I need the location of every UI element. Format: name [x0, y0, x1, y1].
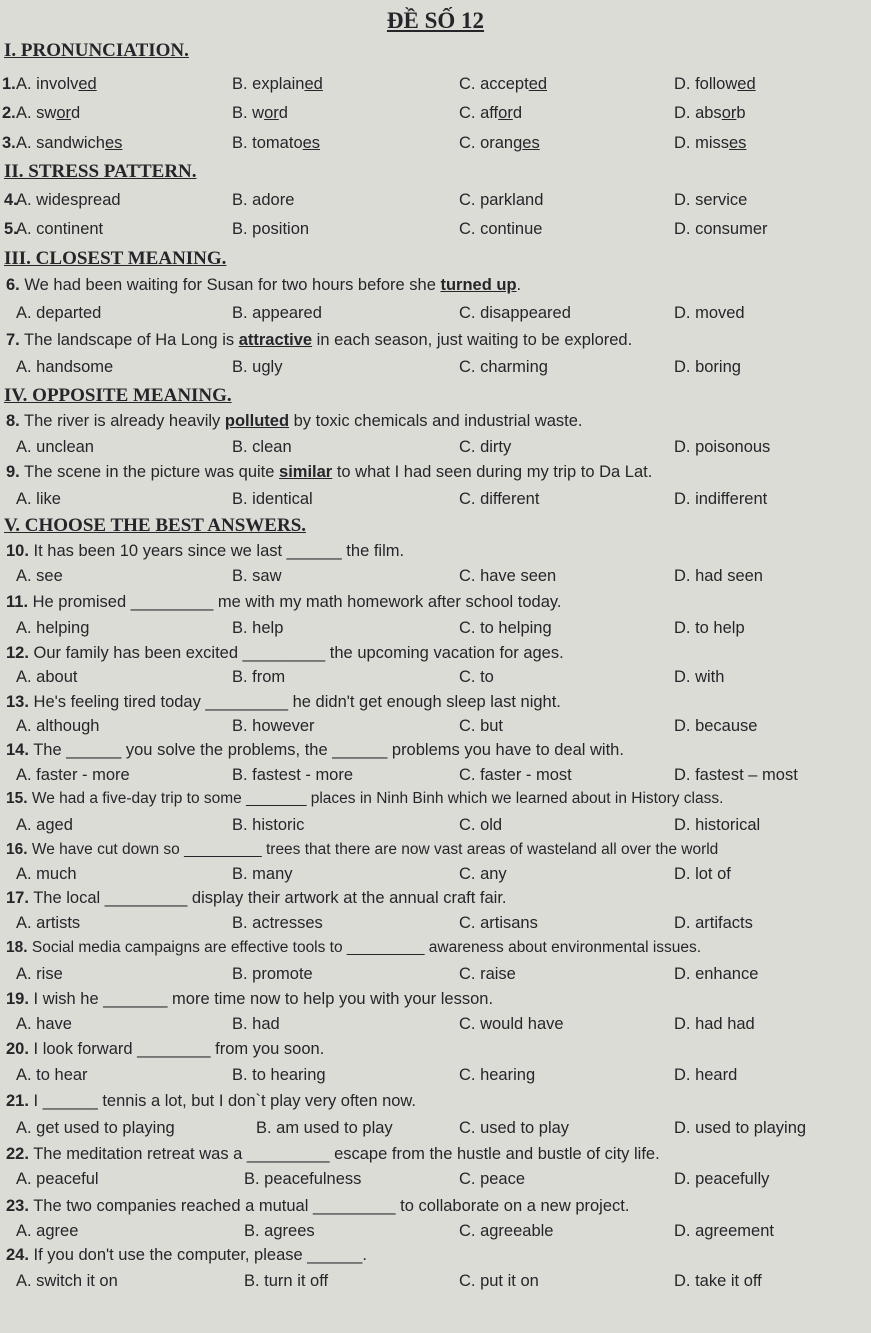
- option-a: A. to hear: [16, 1066, 88, 1084]
- question-24-options: [0, 1272, 871, 1294]
- question-20-stem: 20. I look forward ________ from you soon.: [6, 1040, 325, 1058]
- option-b: B. however: [232, 717, 315, 735]
- option-d: D. to help: [674, 619, 745, 637]
- option-b: B. position: [232, 220, 310, 238]
- option-b: B. tomatoes: [232, 134, 321, 152]
- option-c: C. different: [459, 490, 540, 508]
- option-a: A. much: [16, 865, 77, 883]
- question-23-stem: 23. The two companies reached a mutual _________ to collaborate on a new project.: [6, 1197, 630, 1215]
- option-d: D. artifacts: [674, 914, 753, 932]
- question-12-stem: 12. Our family has been excited _________ the upcoming vacation for ages.: [6, 644, 564, 662]
- option-d: D. service: [674, 191, 748, 209]
- question-19-options: [0, 1015, 871, 1037]
- option-d: D. fastest – most: [674, 766, 798, 784]
- question-4: [0, 191, 871, 213]
- section-stress-pattern: II. STRESS PATTERN.: [4, 161, 197, 182]
- option-d: D. consumer: [674, 220, 768, 238]
- option-d: D. misses: [674, 134, 747, 152]
- question-8-options: [0, 438, 871, 460]
- option-d: D. followed: [674, 75, 756, 93]
- question-21-options: [0, 1119, 871, 1141]
- question-18-options: [0, 965, 871, 987]
- question-18-stem: 18. Social media campaigns are effective tools to _________ awareness about environmental issues.: [6, 939, 702, 956]
- option-b: B. actresses: [232, 914, 323, 932]
- question-24-stem: 24. If you don't use the computer, please ______.: [6, 1246, 367, 1264]
- option-d: D. with: [674, 668, 725, 686]
- option-a: A. departed: [16, 304, 102, 322]
- option-d: D. boring: [674, 358, 741, 376]
- question-23-options: [0, 1222, 871, 1244]
- option-c: C. continue: [459, 220, 543, 238]
- option-c: C. parkland: [459, 191, 544, 209]
- option-c: C. charming: [459, 358, 548, 376]
- option-c: C. accepted: [459, 75, 548, 93]
- option-a: A. aged: [16, 816, 73, 834]
- option-d: D. peacefully: [674, 1170, 770, 1188]
- option-a: A. have: [16, 1015, 72, 1033]
- option-c: C. disappeared: [459, 304, 571, 322]
- option-c: C. afford: [459, 104, 522, 122]
- question-21-stem: 21. I ______ tennis a lot, but I don`t play very often now.: [6, 1092, 417, 1110]
- question-11-stem: 11. He promised _________ me with my math homework after school today.: [6, 593, 562, 611]
- option-b: B. had: [232, 1015, 280, 1033]
- question-1: [0, 75, 871, 97]
- option-c: C. put it on: [459, 1272, 539, 1290]
- question-10-stem: 10. It has been 10 years since we last ______ the film.: [6, 542, 405, 560]
- option-c: C. peace: [459, 1170, 526, 1188]
- option-d: D. indifferent: [674, 490, 768, 508]
- option-c: C. faster - most: [459, 766, 572, 784]
- question-17-stem: 17. The local _________ display their artwork at the annual craft fair.: [6, 889, 507, 907]
- question-7-stem: 7. The landscape of Ha Long is attractive in each season, just waiting to be explored.: [6, 331, 633, 349]
- option-c: C. to: [459, 668, 494, 686]
- question-15-options: [0, 816, 871, 838]
- section-opposite-meaning: IV. OPPOSITE MEANING.: [4, 385, 232, 406]
- question-22-stem: 22. The meditation retreat was a _________ escape from the hustle and bustle of city life.: [6, 1145, 660, 1163]
- question-10-options: [0, 567, 871, 589]
- question-number: 4.: [4, 191, 18, 209]
- option-b: B. clean: [232, 438, 292, 456]
- question-9-options: [0, 490, 871, 512]
- option-c: C. any: [459, 865, 507, 883]
- option-b: B. appeared: [232, 304, 322, 322]
- question-8-stem: 8. The river is already heavily polluted by toxic chemicals and industrial waste.: [6, 412, 583, 430]
- option-a: A. agree: [16, 1222, 79, 1240]
- option-b: B. promote: [232, 965, 313, 983]
- question-17-options: [0, 914, 871, 936]
- option-b: B. from: [232, 668, 286, 686]
- option-d: D. take it off: [674, 1272, 762, 1290]
- option-d: D. heard: [674, 1066, 738, 1084]
- option-a: A. sandwiches: [16, 134, 123, 152]
- question-7-options: [0, 358, 871, 380]
- question-22-options: [0, 1170, 871, 1192]
- option-d: D. had had: [674, 1015, 755, 1033]
- option-c: C. agreeable: [459, 1222, 554, 1240]
- option-b: B. saw: [232, 567, 282, 585]
- option-d: D. used to playing: [674, 1119, 807, 1137]
- question-20-options: [0, 1066, 871, 1088]
- option-c: C. artisans: [459, 914, 538, 932]
- option-b: B. historic: [232, 816, 305, 834]
- question-14-stem: 14. The ______ you solve the problems, the ______ problems you have to deal with.: [6, 741, 624, 759]
- question-6-stem: 6. We had been waiting for Susan for two hours before she turned up.: [6, 276, 522, 294]
- question-6-options: [0, 304, 871, 326]
- question-14-options: [0, 766, 871, 788]
- option-c: C. raise: [459, 965, 516, 983]
- option-d: D. historical: [674, 816, 761, 834]
- option-a: A. continent: [16, 220, 104, 238]
- option-b: B. turn it off: [244, 1272, 329, 1290]
- option-a: A. widespread: [16, 191, 121, 209]
- option-c: C. hearing: [459, 1066, 536, 1084]
- option-a: A. although: [16, 717, 100, 735]
- option-d: D. had seen: [674, 567, 763, 585]
- question-13-options: [0, 717, 871, 739]
- question-15-stem: 15. We had a five-day trip to some _______ places in Ninh Binh which we learned about in History class.: [6, 790, 724, 807]
- option-d: D. agreement: [674, 1222, 774, 1240]
- question-5: [0, 220, 871, 242]
- question-9-stem: 9. The scene in the picture was quite similar to what I had seen during my trip to Da Lat.: [6, 463, 653, 481]
- option-b: B. peacefulness: [244, 1170, 362, 1188]
- option-a: A. rise: [16, 965, 63, 983]
- option-d: D. moved: [674, 304, 745, 322]
- section-pronunciation: I. PRONUNCIATION.: [4, 40, 189, 61]
- option-c: C. used to play: [459, 1119, 570, 1137]
- page-title: ĐỀ SỐ 12: [386, 8, 485, 33]
- option-d: D. enhance: [674, 965, 759, 983]
- question-12-options: [0, 668, 871, 690]
- option-b: B. adore: [232, 191, 295, 209]
- question-number: 2.: [2, 104, 16, 122]
- option-c: C. old: [459, 816, 503, 834]
- option-a: A. involved: [16, 75, 97, 93]
- option-a: A. helping: [16, 619, 90, 637]
- option-d: D. absorb: [674, 104, 746, 122]
- option-a: A. faster - more: [16, 766, 130, 784]
- question-number: 5.: [4, 220, 18, 238]
- question-number: 3.: [2, 134, 16, 152]
- option-b: B. to hearing: [232, 1066, 326, 1084]
- option-a: A. handsome: [16, 358, 114, 376]
- question-11-options: [0, 619, 871, 641]
- section-best-answers: V. CHOOSE THE BEST ANSWERS.: [4, 515, 307, 536]
- option-d: D. poisonous: [674, 438, 771, 456]
- option-a: A. sword: [16, 104, 81, 122]
- option-a: A. unclean: [16, 438, 94, 456]
- option-b: B. help: [232, 619, 284, 637]
- option-b: B. am used to play: [256, 1119, 393, 1137]
- option-a: A. about: [16, 668, 78, 686]
- option-c: C. dirty: [459, 438, 512, 456]
- option-a: A. peaceful: [16, 1170, 99, 1188]
- option-b: B. identical: [232, 490, 313, 508]
- question-19-stem: 19. I wish he _______ more time now to help you with your lesson.: [6, 990, 494, 1008]
- question-2: [0, 104, 871, 126]
- option-b: B. word: [232, 104, 288, 122]
- option-a: A. switch it on: [16, 1272, 118, 1290]
- option-c: C. would have: [459, 1015, 564, 1033]
- option-d: D. because: [674, 717, 758, 735]
- option-a: A. artists: [16, 914, 81, 932]
- option-c: C. but: [459, 717, 504, 735]
- question-16-options: [0, 865, 871, 887]
- option-b: B. explained: [232, 75, 323, 93]
- question-16-stem: 16. We have cut down so _________ trees that there are now vast areas of wasteland all over the world: [6, 841, 719, 858]
- option-c: C. have seen: [459, 567, 557, 585]
- option-b: B. ugly: [232, 358, 283, 376]
- question-13-stem: 13. He's feeling tired today _________ he didn't get enough sleep last night.: [6, 693, 561, 711]
- question-3: [0, 134, 871, 156]
- option-c: C. to helping: [459, 619, 552, 637]
- option-b: B. agrees: [244, 1222, 315, 1240]
- section-closest-meaning: III. CLOSEST MEANING.: [4, 248, 227, 269]
- option-a: A. like: [16, 490, 61, 508]
- option-c: C. oranges: [459, 134, 540, 152]
- option-a: A. see: [16, 567, 63, 585]
- question-number: 1.: [2, 75, 16, 93]
- option-b: B. fastest - more: [232, 766, 354, 784]
- option-a: A. get used to playing: [16, 1119, 175, 1137]
- option-b: B. many: [232, 865, 293, 883]
- option-d: D. lot of: [674, 865, 731, 883]
